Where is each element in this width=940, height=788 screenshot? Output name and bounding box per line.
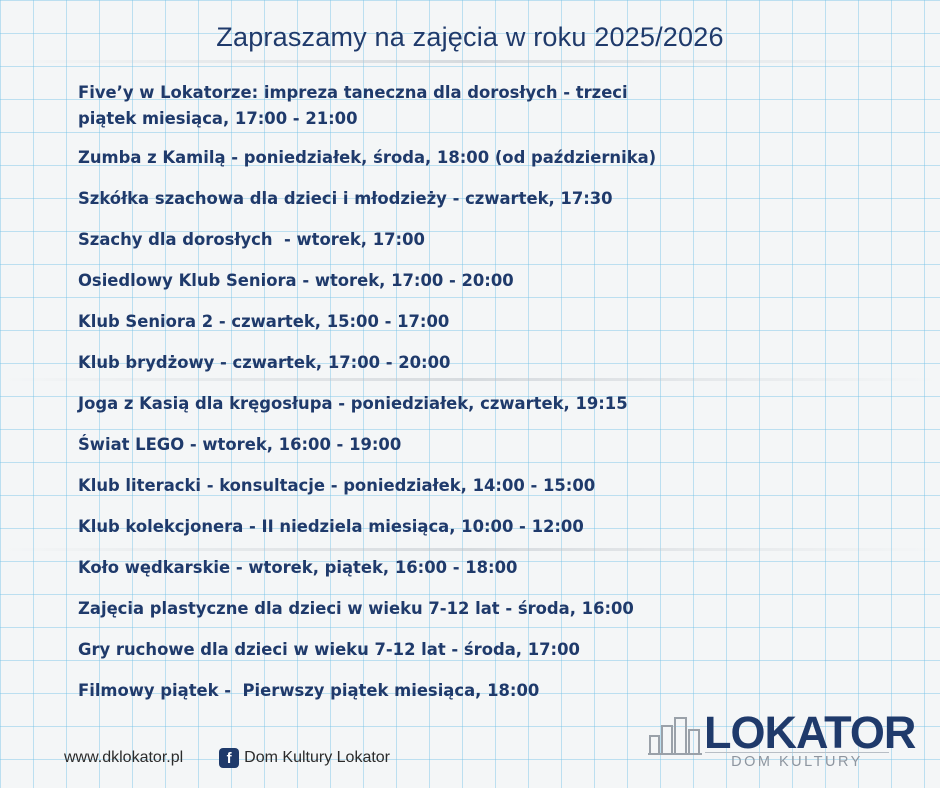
event-item: Filmowy piątek - Pierwszy piątek miesiąca, 18:00 xyxy=(78,681,540,700)
event-item: Zumba z Kamilą - poniedziałek, środa, 18:00 (od października) xyxy=(78,148,657,167)
event-item: Gry ruchowe dla dzieci w wieku 7-12 lat - środa, 17:00 xyxy=(78,640,580,659)
event-item: Koło wędkarskie - wtorek, piątek, 16:00 - 18:00 xyxy=(78,558,518,577)
event-item: Świat LEGO - wtorek, 16:00 - 19:00 xyxy=(78,435,402,454)
event-item: Five’y w Lokatorze: impreza taneczna dla dorosłych - trzeci piątek miesiąca, 17:00 - 21:00 xyxy=(78,83,628,128)
footer xyxy=(64,745,390,771)
event-item: Joga z Kasią dla kręgosłupa - poniedziałek, czwartek, 19:15 xyxy=(78,394,628,413)
logo-subtitle: DOM KULTURY xyxy=(705,752,889,771)
facebook-icon[interactable]: f xyxy=(219,748,239,768)
event-item: Zajęcia plastyczne dla dzieci w wieku 7-12 lat - środa, 16:00 xyxy=(78,599,634,618)
logo-wordmark: LOKATOR xyxy=(704,707,916,758)
event-item: Klub Seniora 2 - czwartek, 15:00 - 17:00 xyxy=(78,312,450,331)
event-item: Klub literacki - konsultacje - poniedziałek, 14:00 - 15:00 xyxy=(78,476,596,495)
event-item: Osiedlowy Klub Seniora - wtorek, 17:00 - 20:00 xyxy=(78,271,514,290)
event-item: Klub brydżowy - czwartek, 17:00 - 20:00 xyxy=(78,353,451,372)
lokator-logo xyxy=(648,707,916,772)
page-title: Zapraszamy na zajęcia w roku 2025/2026 xyxy=(216,22,724,52)
event-item: Szkółka szachowa dla dzieci i młodzieży - czwartek, 17:30 xyxy=(78,189,613,208)
website-link[interactable]: www.dklokator.pl xyxy=(64,749,184,766)
event-item: Szachy dla dorosłych - wtorek, 17:00 xyxy=(78,230,425,249)
facebook-link[interactable]: Dom Kultury Lokator xyxy=(244,749,391,766)
event-item: Klub kolekcjonera - II niedziela miesiąca, 10:00 - 12:00 xyxy=(78,517,584,536)
buildings-icon xyxy=(648,716,702,756)
event-list xyxy=(78,80,878,719)
paper-fold xyxy=(0,60,940,63)
